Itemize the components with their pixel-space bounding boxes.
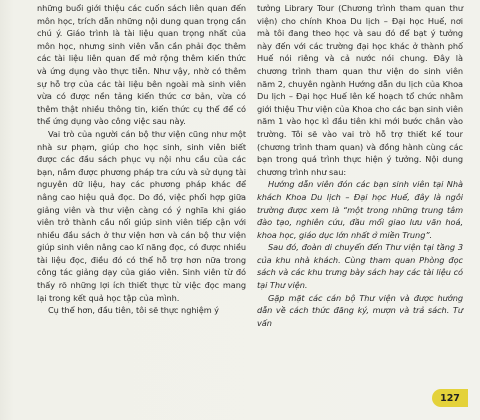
page-number: 127 <box>440 392 460 404</box>
right-text-column <box>257 2 463 329</box>
left-paragraph-3: Cụ thể hơn, đầu tiên, tôi sẽ thực nghiệm ý <box>48 305 219 316</box>
left-paragraph-2: Vai trò của người cán bộ thư viện cũng như một nhà sư phạm, giúp cho học sinh, sinh viên biết được các đầu sách phục vụ nội nhu cầu của các bạn, nắm được phương pháp tra cứu và sử dụng tài nguyên dữ liệu, hay các phương pháp khác để nâng cao hiệu quả đọc. Do đó, việc phối hợp giữa giảng viên và thư viện càng có ý nghĩa khi giáo viên trở thành cầu nối giúp sinh viên tiếp cận với nhiều đầu sách ở thư viện hơn và cán bộ thư viện giúp sinh viên nâng cao kĩ năng đọc, có được nhiều tài liệu đọc, điều đó có thể hỗ trợ hơn nữa trong công tác giảng dạy của giáo viên. Sinh viên từ đó thấy rõ những lợi ích thiết thực từ việc đọc mang lại trong kết quả học tập của mình. <box>37 128 246 303</box>
page-number-badge <box>432 389 468 407</box>
right-paragraph-4: Gặp mặt các cán bộ Thư viện và được hướng dẫn về cách thức đăng ký, mượn và trả sách. Tư vấn <box>257 292 463 328</box>
right-paragraph-3: Sau đó, đoàn di chuyển đến Thư viện tại tầng 3 của khu nhà khách. Cùng tham quan Phòng đọc sách và các khu trưng bày sách hay các tài liệu có tại Thư viện. <box>257 242 463 291</box>
left-paragraph-1: những buổi giới thiệu các cuốn sách liên quan đến môn học, trích dẫn những nội dung quan trọng cần chú ý. Giáo trình là tài liệu quan trọng nhất của môn học, nhưng sinh viên vẫn cần phải đọc thêm các tài liệu liên quan để mở rộng thêm kiến thức và ứng dụng vào thực tiễn. Như vậy, nhờ có thêm sự hỗ trợ của các tài liệu bên ngoài mà sinh viên vừa có được nền tảng kiến thức cơ bản, vừa có thêm thật nhiều thông tin, kiến thức cụ thể để có thể ứng dụng vào công việc sau này. <box>37 3 246 127</box>
left-text-column <box>37 2 246 317</box>
right-paragraph-2: Hướng dẫn viên đón các bạn sinh viên tại Nhà khách Khoa Du lịch – Đại học Huế, đây là ngôi trường được xem là “một trong những trung tâm đào tạo, nghiên cứu, đầu mối giao lưu văn hoá, khoa học, giáo dục lớn nhất ở miền Trung”. <box>257 179 463 240</box>
right-paragraph-1: tưởng Library Tour (Chương trình tham quan thư viện) cho chính Khoa Du lịch – Đại học Huế, nơi mà tôi đang theo học và sau đó để bạt ý tưởng này đến với các trường đại học khác ở thành phố Huế nói riêng và cả nước nói chung. Đây là chương trình tham quan thư viện do sinh viên năm 2, chuyên ngành Hướng dẫn du lịch của Khoa Du lịch – Đại học Huế lên kế hoạch tổ chức nhằm giới thiệu Thư viện của Khoa cho các bạn sinh viên năm 1 vào học kì đầu tiên khi mới bước chân vào trường. Tôi sẽ vào vai trò hỗ trợ thiết kế tour (chương trình tham quan) và đồng hành cùng các bạn trong quá trình thực hiện ý tưởng. Nội dung chương trình như sau: <box>257 3 463 177</box>
